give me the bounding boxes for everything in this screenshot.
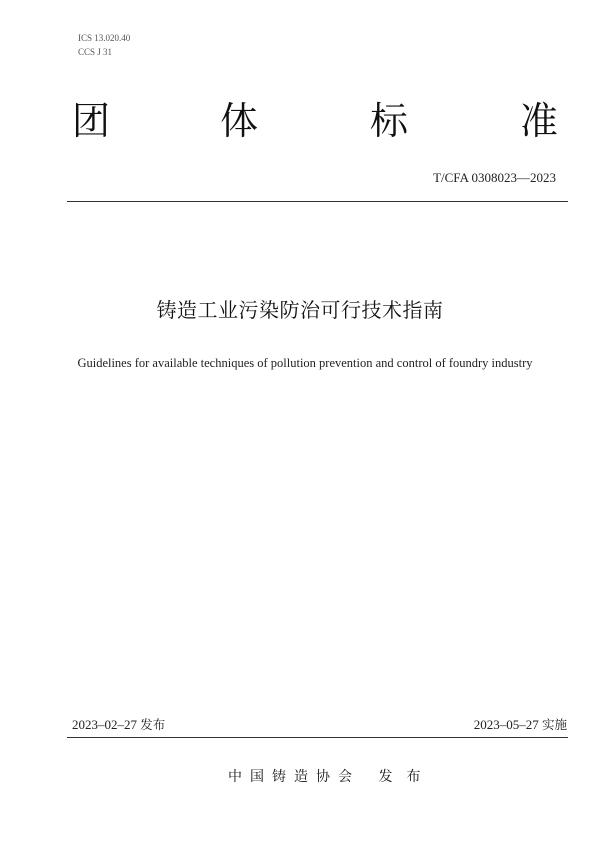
standard-type-heading bbox=[70, 96, 560, 146]
issue-date: 2023–02–27 bbox=[72, 717, 137, 732]
english-title: Guidelines for available techniques of pollution prevention and control of foundry industry bbox=[77, 356, 533, 370]
publisher-organization: 中国铸造协会 bbox=[228, 769, 360, 785]
issue-date-block bbox=[72, 715, 165, 733]
issue-label: 发布 bbox=[140, 717, 166, 732]
standard-type-char: 准 bbox=[520, 99, 559, 143]
bottom-divider bbox=[67, 737, 568, 738]
standard-type-char: 体 bbox=[220, 99, 259, 143]
publisher-action: 发布 bbox=[378, 769, 435, 785]
top-divider bbox=[67, 201, 568, 202]
implement-date: 2023–05–27 bbox=[473, 717, 539, 732]
ics-code: ICS 13.020.40 bbox=[78, 33, 131, 43]
implement-date-block bbox=[474, 715, 567, 733]
classification-codes bbox=[78, 31, 130, 59]
publisher-line bbox=[228, 766, 434, 786]
standard-type-char: 标 bbox=[370, 99, 409, 143]
ccs-code: CCS J 31 bbox=[78, 47, 113, 57]
standard-number: T/CFA 0308023—2023 bbox=[433, 170, 556, 185]
date-row bbox=[72, 715, 567, 733]
implement-label: 实施 bbox=[541, 717, 567, 732]
standard-type-char: 团 bbox=[72, 99, 111, 143]
chinese-title: 铸造工业污染防治可行技术指南 bbox=[156, 298, 444, 322]
